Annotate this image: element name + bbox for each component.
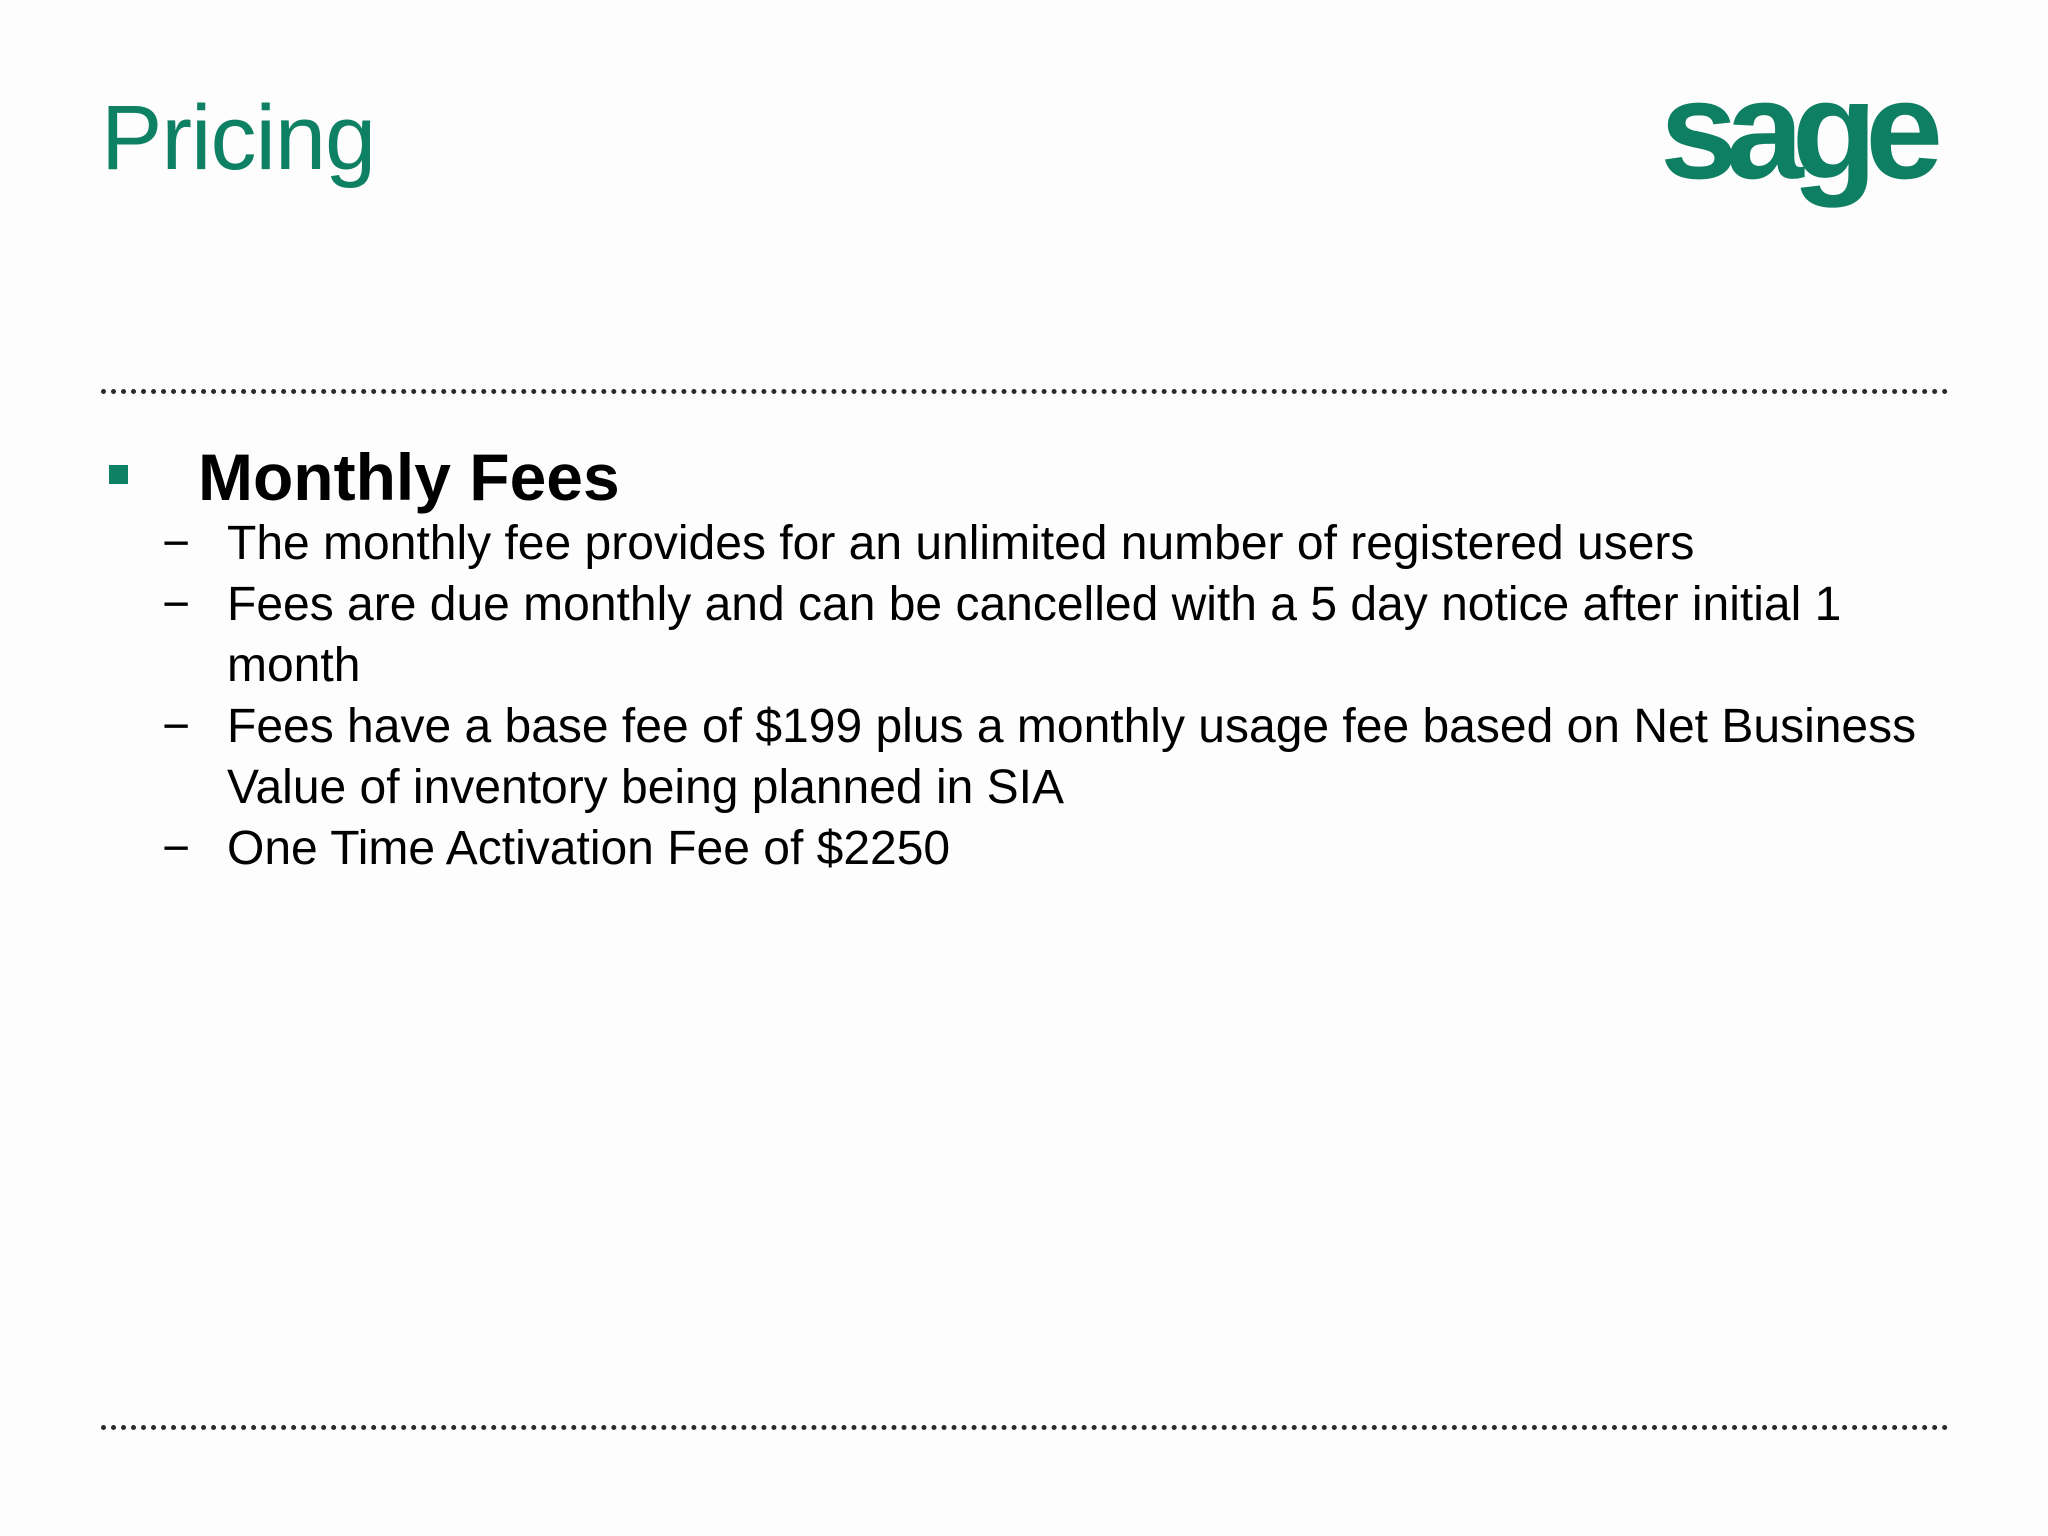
slide-content	[101, 440, 1949, 879]
list-item	[101, 513, 1949, 574]
slide-title: Pricing	[101, 87, 376, 189]
sage-logo	[1660, 86, 1960, 236]
sage-logo-text: sage	[1660, 86, 1932, 208]
dash-marker: −	[162, 699, 191, 753]
dash-marker: −	[162, 577, 191, 631]
bullet-item	[101, 440, 1949, 516]
list-item	[101, 818, 1949, 879]
list-item	[101, 696, 1949, 818]
list-item-text: Fees have a base fee of $199 plus a monthly usage fee based on Net Business Value of inventory being planned in SIA	[227, 699, 1917, 814]
list-item-text: One Time Activation Fee of $2250	[227, 821, 951, 875]
square-bullet-icon	[109, 465, 128, 484]
section-heading: Monthly Fees	[198, 440, 620, 514]
dash-marker: −	[162, 516, 191, 570]
bottom-divider	[101, 1425, 1949, 1430]
list-item	[101, 574, 1949, 696]
list-item-text: Fees are due monthly and can be cancelled with a 5 day notice after initial 1 month	[227, 577, 1842, 692]
top-divider	[101, 389, 1949, 394]
dash-marker: −	[162, 821, 191, 875]
sub-bullet-list	[101, 513, 1949, 879]
list-item-text: The monthly fee provides for an unlimited number of registered users	[227, 516, 1695, 570]
